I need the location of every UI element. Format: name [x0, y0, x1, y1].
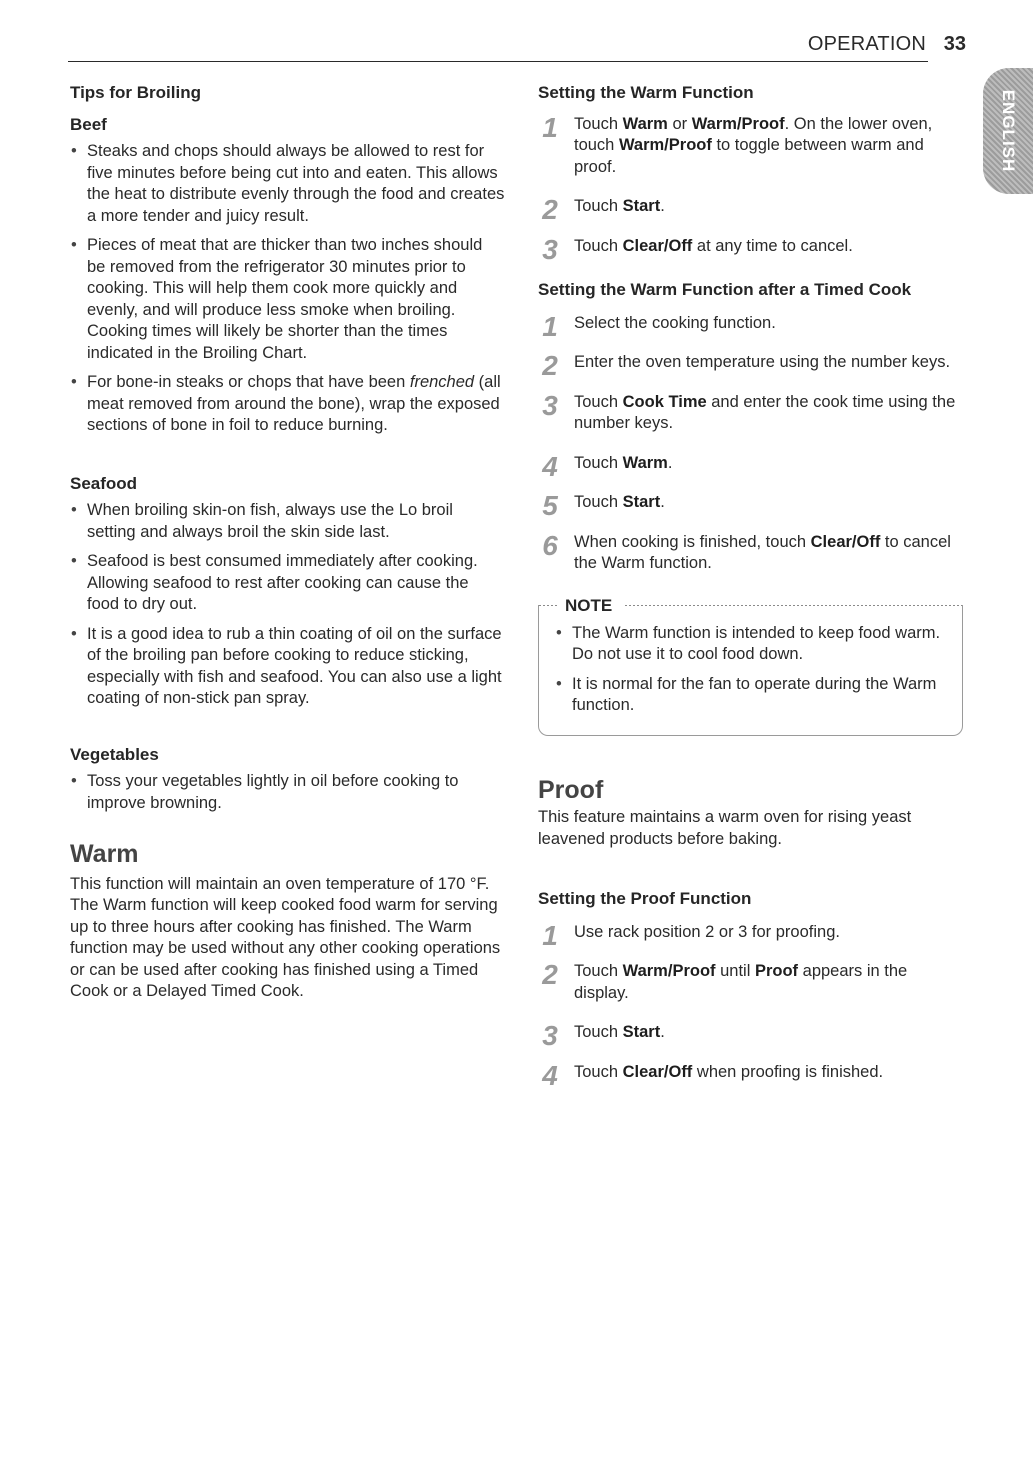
proof-description: This feature maintains a warm oven for rising yeast leavened products before baking.: [538, 808, 912, 848]
step-number: 2: [542, 350, 558, 381]
note-label: NOTE: [559, 595, 618, 617]
warm-heading: Warm: [70, 840, 139, 868]
step-text: Touch Clear/Off when proofing is finished.: [574, 1062, 884, 1081]
proof-heading: Proof: [538, 775, 604, 804]
step-item: [538, 529, 963, 575]
step-item: [538, 961, 963, 1004]
emphasis-text: frenched: [409, 373, 475, 391]
warm-setting-heading: Setting the Warm Function: [538, 83, 754, 102]
step-text: Use rack position 2 or 3 for proofing.: [574, 922, 840, 941]
step-item: [538, 389, 963, 435]
note-list: [555, 623, 948, 717]
step-number: 2: [542, 194, 558, 225]
step-number: 1: [542, 310, 558, 342]
step-text: Enter the oven temperature using the number keys.: [574, 353, 951, 371]
step-number: 3: [542, 233, 558, 265]
step-text: Select the cooking function.: [574, 313, 776, 332]
list-item: • It is normal for the fan to operate during the Warm function.: [555, 674, 948, 717]
step-text: Touch Warm.: [574, 453, 673, 472]
list-item: • Steaks and chops should always be allowed to rest for five minutes before being cut into and eaten. This allows the heat to distribute evenly through the food and creates a more tender and juicy result.: [70, 141, 505, 227]
step-text: Touch Start.: [574, 493, 665, 511]
step-number: 4: [542, 1059, 558, 1091]
page-header: [68, 33, 966, 62]
step-item: [538, 111, 963, 179]
step-text: Touch Start.: [574, 1023, 665, 1041]
step-number: 1: [542, 111, 558, 143]
step-number: 4: [542, 450, 558, 482]
step-text: Touch Cook Time and enter the cook time using the number keys.: [574, 392, 956, 432]
step-text: Touch Warm/Proof until Proof appears in the display.: [574, 962, 908, 1002]
list-item: • Pieces of meat that are thicker than two inches should be removed from the refrigerator 30 minutes prior to cooking. This will help them cook more quickly and evenly, and will produce less smoke when broiling. Cooking times will likely be shorter than the times indicated in the Broiling Chart.: [70, 235, 505, 364]
language-tab-label: ENGLISH: [999, 89, 1018, 173]
warm-timed-steps: [538, 310, 963, 575]
seafood-heading: Seafood: [70, 473, 138, 493]
left-column: [70, 82, 505, 1003]
step-text: When cooking is finished, touch Clear/Off to cancel the Warm function.: [574, 532, 951, 572]
step-item: [538, 350, 963, 381]
step-item: [538, 310, 963, 342]
step-number: 5: [542, 490, 558, 521]
tips-broiling-heading: Tips for Broiling: [70, 83, 201, 102]
note-box: [538, 595, 963, 736]
warm-timed-heading: Setting the Warm Function after a Timed Cook: [538, 280, 912, 299]
step-number: 2: [542, 959, 558, 990]
warm-steps: [538, 111, 963, 265]
vegetables-heading: Vegetables: [70, 744, 159, 764]
list-item: • When broiling skin-on fish, always use the Lo broil setting and always broil the skin side last.: [70, 500, 505, 543]
step-text: Touch Warm or Warm/Proof. On the lower oven, touch Warm/Proof to toggle between warm and proof.: [574, 114, 933, 176]
step-item: [538, 233, 963, 265]
beef-heading: Beef: [70, 114, 107, 134]
proof-setting-heading: Setting the Proof Function: [538, 889, 752, 908]
step-item: [538, 1020, 963, 1051]
page-number: 33: [943, 33, 966, 55]
step-number: 6: [542, 529, 558, 561]
step-number: 3: [542, 389, 558, 421]
list-item: • It is a good idea to rub a thin coating of oil on the surface of the broiling pan before cooking to reduce sticking, especially with fish and seafood. You can also use a light coating of non-stick pan spray.: [70, 624, 505, 710]
step-item: [538, 490, 963, 521]
warm-description: This function will maintain an oven temperature of 170 °F. The Warm function will keep cooked food warm for serving up to three hours after cooking has finished. The Warm function may be used without any other cooking operations or can be used after cooking has finished using a Timed Cook or a Delayed Timed Cook.: [70, 874, 501, 1000]
step-number: 1: [542, 919, 558, 951]
list-item: • The Warm function is intended to keep food warm. Do not use it to cool food down.: [555, 623, 948, 666]
seafood-list: [70, 500, 505, 710]
language-tab: [983, 68, 1033, 194]
step-text: Touch Clear/Off at any time to cancel.: [574, 236, 853, 255]
step-item: [538, 1059, 963, 1091]
beef-list: [70, 141, 505, 437]
section-title: OPERATION: [807, 33, 926, 55]
step-item: [538, 194, 963, 225]
step-item: [538, 919, 963, 951]
vegetables-list: [70, 771, 505, 814]
right-column: [538, 82, 963, 1091]
step-number: 3: [542, 1020, 558, 1051]
list-item: • For bone-in steaks or chops that have been frenched (all meat removed from around the bone), wrap the exposed sections of bone in foil to reduce burning.: [70, 372, 505, 437]
proof-steps: [538, 919, 963, 1091]
step-item: [538, 450, 963, 482]
list-item: • Seafood is best consumed immediately after cooking. Allowing seafood to rest after cooking can cause the food to dry out.: [70, 551, 505, 616]
step-text: Touch Start.: [574, 197, 665, 215]
list-item: • Toss your vegetables lightly in oil before cooking to improve browning.: [70, 771, 505, 814]
